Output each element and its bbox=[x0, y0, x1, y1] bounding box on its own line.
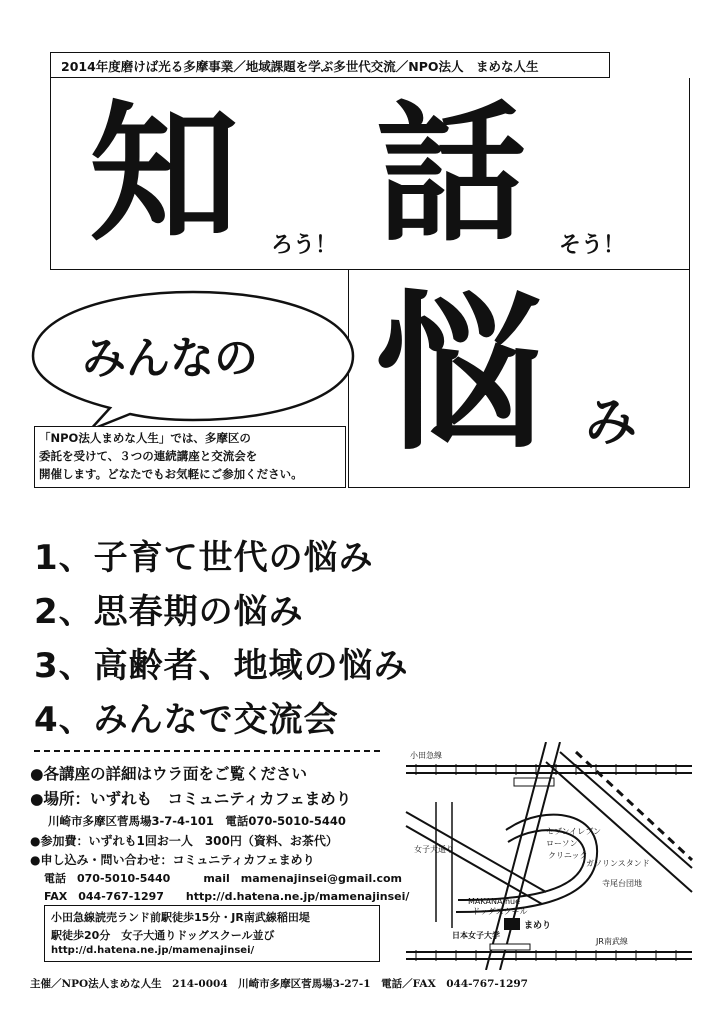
details-venue: ●場所：いずれも コミュニティカフェまめり bbox=[30, 790, 352, 808]
map-label-clinic: クリニック bbox=[548, 851, 588, 860]
access-map bbox=[396, 742, 696, 970]
map-label-school: 日本女子大学 bbox=[452, 931, 500, 940]
map-label-store: セブンイレブン bbox=[546, 827, 601, 836]
details-see-back: ●各講座の詳細はウラ面をご覧ください bbox=[30, 765, 308, 783]
railway-bottom bbox=[406, 944, 692, 961]
access-line-3: http://d.hatena.ne.jp/mamenajinsei/ bbox=[51, 945, 255, 956]
title-ruby-know: ろう！ bbox=[271, 233, 338, 258]
details-tel: 電話 070-5010-5440 mail mamenajinsei@gmail.com bbox=[44, 872, 402, 885]
title-box-top bbox=[50, 78, 690, 270]
intro-line-3: 開催します。どなたでもお気軽にご参加ください。 bbox=[39, 467, 303, 481]
map-label-lawson: ローソン bbox=[546, 839, 578, 848]
header-banner bbox=[50, 52, 610, 78]
map-label-dog: ドッグスクール bbox=[472, 907, 528, 916]
intro-box bbox=[34, 426, 346, 488]
title-ruby-talk: そう！ bbox=[559, 233, 626, 258]
topic-4: 4、みんなで交流会 bbox=[34, 700, 339, 740]
details-contact: ●申し込み・問い合わせ：コミュニティカフェまめり bbox=[30, 853, 315, 867]
details-address: 川崎市多摩区菅馬場3-7-4-101 電話070-5010-5440 bbox=[48, 814, 346, 828]
topic-3: 3、高齢者、地域の悩み bbox=[34, 646, 409, 686]
title-char-worry: 悩 bbox=[375, 276, 546, 474]
title-char-talk: 話 bbox=[376, 88, 527, 262]
map-label-gas: ガソリンスタンド bbox=[586, 859, 650, 868]
intro-line-2: 委託を受けて、３つの連続講座と交流会を bbox=[39, 449, 258, 463]
map-label-makana: MAKANA hue bbox=[468, 897, 521, 906]
title-suffix-worry: み bbox=[585, 393, 638, 453]
dashed-divider bbox=[34, 750, 380, 752]
footer-text: 主催／NPO法人まめな人生 214-0004 川崎市多摩区菅馬場3-27-1 電話／FAX 044-767-1297 bbox=[30, 978, 528, 990]
access-line-1: 小田急線読売ランド前駅徒歩15分・JR南武線稲田堤 bbox=[51, 911, 310, 924]
details-fax: FAX 044-767-1297 http://d.hatena.ne.jp/mamenajinsei/ bbox=[44, 890, 410, 903]
map-label-road: 女子大通り bbox=[414, 845, 454, 854]
venue-marker bbox=[504, 918, 520, 930]
intro-line-1: 「NPO法人まめな人生」では、多摩区の bbox=[39, 431, 251, 445]
bubble-text: みんなの bbox=[82, 333, 258, 384]
access-line-2: 駅徒歩20分 女子大通りドッグスクール並び bbox=[51, 929, 275, 942]
header-banner-text: 2014年度磨けば光る多摩事業／地域課題を学ぶ多世代交流／NPO法人 まめな人生 bbox=[61, 59, 539, 74]
map-label-line-bottom: JR南武線 bbox=[596, 937, 628, 946]
topic-1: 1、子育て世代の悩み bbox=[34, 538, 374, 578]
details-fee: ●参加費：いずれも1回お一人 300円（資料、お茶代） bbox=[30, 834, 338, 848]
map-label-mamenari: まめり bbox=[524, 921, 552, 931]
map-label-station-top: 小田急線 bbox=[410, 751, 442, 760]
title-char-know: 知 bbox=[89, 88, 240, 262]
access-box bbox=[44, 905, 380, 962]
title-box-worry bbox=[348, 270, 690, 488]
topic-2: 2、思春期の悩み bbox=[34, 592, 304, 632]
map-label-temple: 寺尾台団地 bbox=[602, 879, 642, 888]
